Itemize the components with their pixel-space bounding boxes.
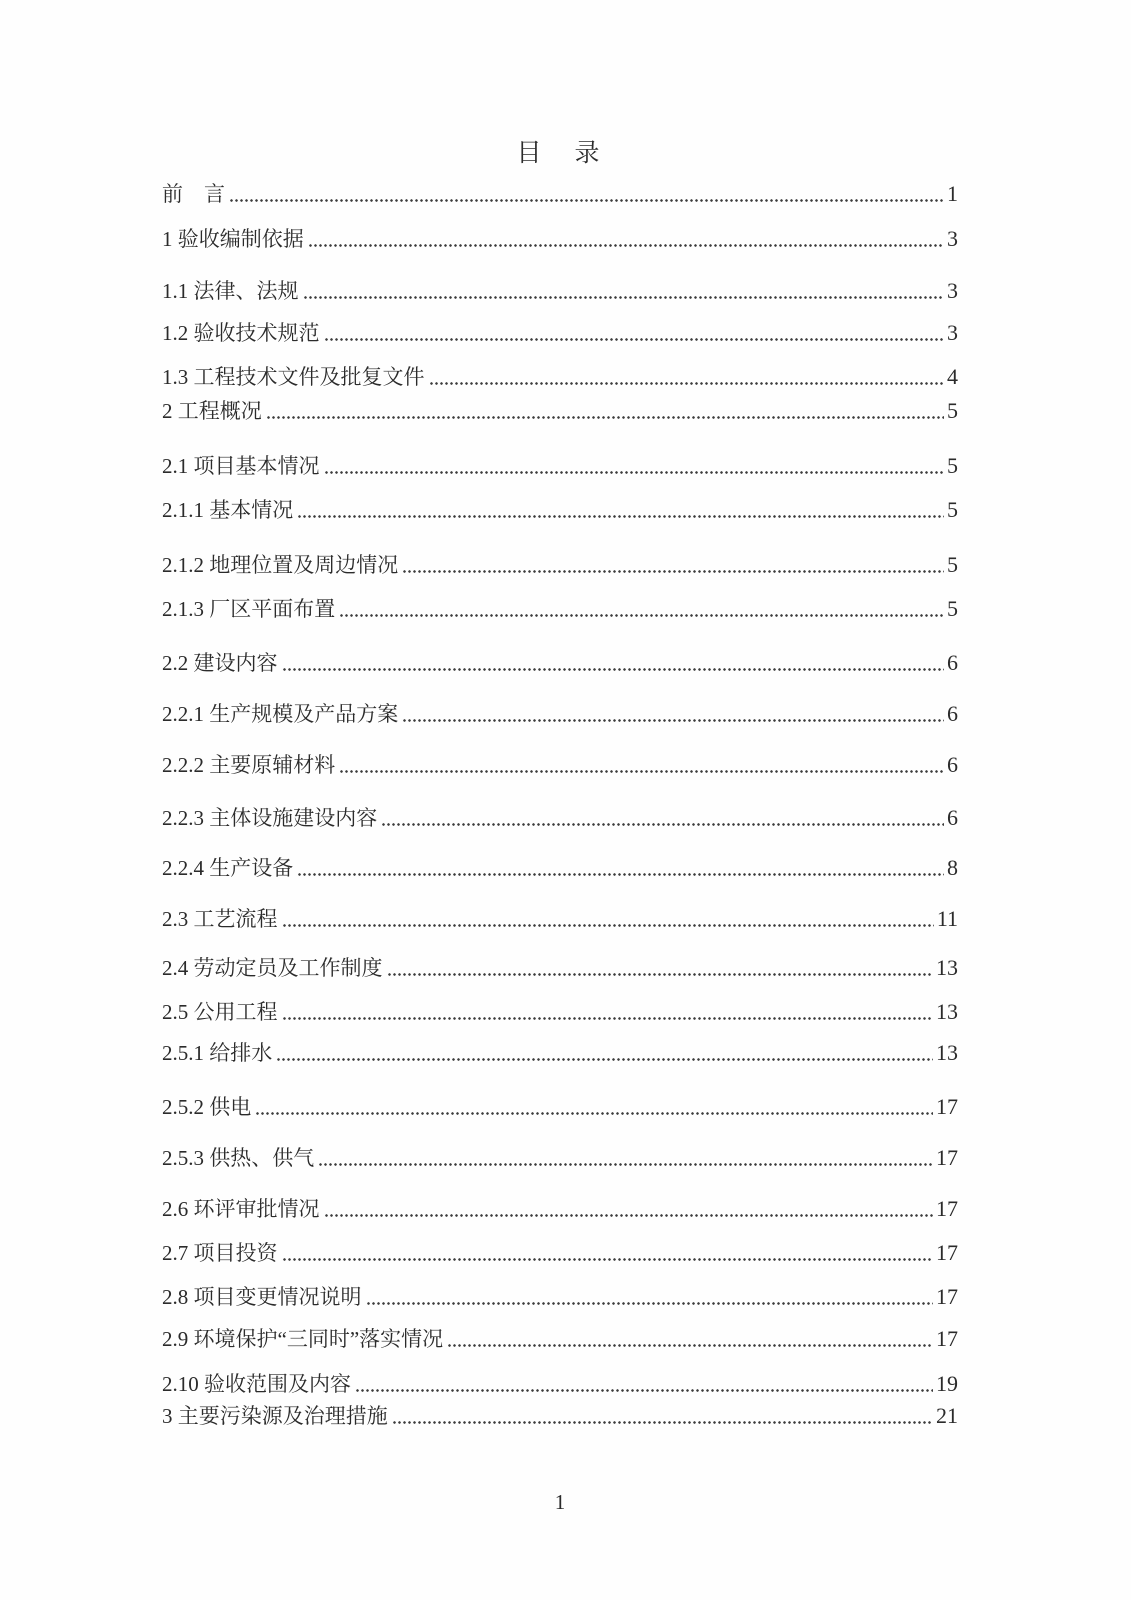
toc-entry <box>162 1285 958 1309</box>
toc-dot-leader <box>255 1112 933 1115</box>
toc-entry <box>162 651 958 675</box>
toc-dot-leader <box>324 1214 934 1217</box>
toc-entry-label: 2.2.1 生产规模及产品方案 <box>162 702 399 726</box>
toc-dot-leader <box>282 1017 934 1020</box>
toc-entry-page: 17 <box>936 1196 958 1221</box>
toc-entry <box>162 1000 958 1024</box>
toc-entry <box>162 227 958 251</box>
toc-entry-label: 3 主要污染源及治理措施 <box>162 1404 388 1428</box>
toc-entry <box>162 553 958 577</box>
toc-dot-leader <box>324 471 945 474</box>
toc-dot-leader <box>447 1344 933 1347</box>
toc-entry <box>162 1372 958 1396</box>
toc-entry-label: 2 工程概况 <box>162 399 262 423</box>
toc-entry <box>162 702 958 726</box>
toc-entry-label: 2.1.2 地理位置及周边情况 <box>162 553 399 577</box>
toc-entry-page: 5 <box>947 398 958 423</box>
toc-entry <box>162 182 958 206</box>
toc-dot-leader <box>339 770 944 773</box>
toc-entry-page: 17 <box>936 1326 958 1351</box>
toc-entry-label: 2.1.1 基本情况 <box>162 498 294 522</box>
toc-dot-leader <box>276 1058 933 1061</box>
toc-dot-leader <box>282 1258 934 1261</box>
toc-entry-page: 6 <box>947 650 958 675</box>
toc-entry <box>162 956 958 980</box>
toc-entry-label: 2.2.2 主要原辅材料 <box>162 753 336 777</box>
toc-dot-leader <box>229 199 944 202</box>
page-title: 目 录 <box>516 140 604 167</box>
toc-entry <box>162 856 958 880</box>
toc-entry-page: 3 <box>947 320 958 345</box>
toc-entry <box>162 597 958 621</box>
toc-entry <box>162 753 958 777</box>
toc-entry <box>162 399 958 423</box>
toc-dot-leader <box>318 1163 933 1166</box>
toc-dot-leader <box>402 570 944 573</box>
toc-dot-leader <box>429 382 945 385</box>
toc-entry <box>162 454 958 478</box>
toc-entry-page: 17 <box>936 1145 958 1170</box>
toc-entry-label: 2.5.3 供热、供气 <box>162 1146 315 1170</box>
toc-entry <box>162 806 958 830</box>
toc-dot-leader <box>392 1421 933 1424</box>
toc-dot-leader <box>282 924 934 927</box>
toc-dot-leader <box>381 823 944 826</box>
toc-entry-label: 2.1.3 厂区平面布置 <box>162 597 336 621</box>
toc-dot-leader <box>297 515 944 518</box>
toc-entry-page: 13 <box>936 999 958 1024</box>
toc-entry-page: 13 <box>936 955 958 980</box>
toc-dot-leader <box>308 244 944 247</box>
toc-entry-label: 2.5.2 供电 <box>162 1095 252 1119</box>
toc-dot-leader <box>402 719 944 722</box>
toc-entry <box>162 1197 958 1221</box>
toc-entry-page: 5 <box>947 596 958 621</box>
toc-entry <box>162 498 958 522</box>
toc-entry <box>162 1327 958 1351</box>
toc-entry-page: 6 <box>947 701 958 726</box>
toc-entry <box>162 1241 958 1265</box>
toc-entry <box>162 1041 958 1065</box>
toc-entry-page: 17 <box>936 1094 958 1119</box>
toc-entry-page: 3 <box>947 226 958 251</box>
toc-dot-leader <box>366 1302 934 1305</box>
toc-entry-label: 2.2.3 主体设施建设内容 <box>162 806 378 830</box>
toc-entry-label: 2.4 劳动定员及工作制度 <box>162 956 383 980</box>
toc-entry-label: 2.10 验收范围及内容 <box>162 1372 351 1396</box>
toc-entry-page: 6 <box>947 752 958 777</box>
toc-entry-label: 2.3 工艺流程 <box>162 907 278 931</box>
toc-entry-label: 2.1 项目基本情况 <box>162 454 320 478</box>
toc-entry-label: 2.5.1 给排水 <box>162 1041 273 1065</box>
toc-entry-label: 1 验收编制依据 <box>162 227 304 251</box>
page-number-footer: 1 <box>554 1490 566 1514</box>
toc-entry-page: 17 <box>936 1240 958 1265</box>
toc-dot-leader <box>324 338 945 341</box>
toc-entry <box>162 1095 958 1119</box>
toc-entry <box>162 907 958 931</box>
toc-entry-page: 19 <box>936 1371 958 1396</box>
toc-entry-label: 2.2.4 生产设备 <box>162 856 294 880</box>
toc-dot-leader <box>303 296 945 299</box>
toc-entry-label: 2.6 环评审批情况 <box>162 1197 320 1221</box>
toc-entry-label: 2.2 建设内容 <box>162 651 278 675</box>
toc-entry-page: 4 <box>947 364 958 389</box>
toc-entry-page: 5 <box>947 497 958 522</box>
toc-entry-label: 1.2 验收技术规范 <box>162 321 320 345</box>
toc-entry-page: 21 <box>936 1403 958 1428</box>
toc-entry-label: 1.3 工程技术文件及批复文件 <box>162 365 425 389</box>
toc-entry <box>162 1404 958 1428</box>
toc-entry-page: 5 <box>947 453 958 478</box>
toc-entry-label: 2.8 项目变更情况说明 <box>162 1285 362 1309</box>
toc-entry-label: 2.9 环境保护“三同时”落实情况 <box>162 1327 444 1351</box>
toc-entry-page: 11 <box>936 906 958 931</box>
toc-entry-page: 13 <box>936 1040 958 1065</box>
toc-dot-leader <box>387 973 934 976</box>
toc-entry-label: 前 言 <box>162 182 225 206</box>
toc-entry-page: 1 <box>947 181 958 206</box>
toc-dot-leader <box>297 873 944 876</box>
toc-dot-leader <box>266 416 944 419</box>
toc-entry-page: 17 <box>936 1284 958 1309</box>
toc-entry <box>162 1146 958 1170</box>
toc-entry <box>162 279 958 303</box>
toc-entry-page: 3 <box>947 278 958 303</box>
toc-entry-label: 2.5 公用工程 <box>162 1000 278 1024</box>
toc-entry-label: 1.1 法律、法规 <box>162 279 299 303</box>
toc-entry-page: 8 <box>947 855 958 880</box>
toc-dot-leader <box>282 668 945 671</box>
toc-dot-leader <box>339 614 944 617</box>
toc-entry-label: 2.7 项目投资 <box>162 1241 278 1265</box>
toc-entry <box>162 365 958 389</box>
toc-entry <box>162 321 958 345</box>
toc-entry-page: 6 <box>947 805 958 830</box>
toc-entry-page: 5 <box>947 552 958 577</box>
toc-dot-leader <box>355 1389 933 1392</box>
